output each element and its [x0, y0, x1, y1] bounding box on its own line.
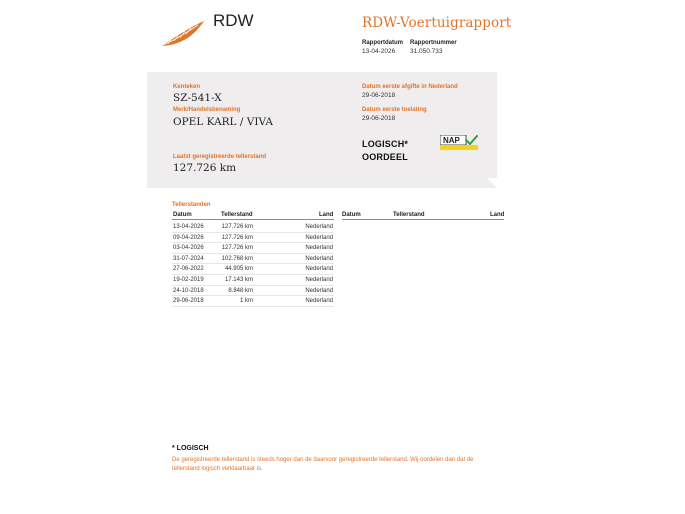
col-header-km: Tellerstand: [221, 212, 253, 218]
table-row: [172, 296, 334, 307]
report-date-label: Rapportdatum: [362, 40, 403, 46]
row-country: Nederland: [305, 298, 333, 305]
table-row: [172, 286, 334, 297]
col-header-country-2: Land: [490, 212, 505, 218]
verdict-label: OORDEEL: [362, 152, 408, 162]
row-km: 127.726 km: [221, 224, 253, 230]
nap-check-icon: [440, 135, 478, 150]
report-number-value: 31.050.733: [410, 48, 443, 55]
row-country: Nederland: [305, 224, 333, 230]
panel-corner-decoration: [147, 178, 157, 188]
rdw-logo-icon: [158, 20, 206, 48]
row-country: Nederland: [305, 287, 333, 294]
row-km: 127.726 km: [221, 234, 253, 241]
row-km: 17.143 km: [224, 277, 253, 283]
row-date: 13-04-2026: [173, 224, 204, 230]
row-km: 102.768 km: [221, 255, 253, 262]
header-rule-right: [342, 219, 504, 220]
row-date: 24-10-2018: [173, 287, 204, 294]
col-header-country: Land: [319, 212, 334, 218]
first-admission-value: 29-06-2018: [362, 92, 396, 99]
plate-value: SZ-541-X: [173, 92, 222, 104]
table-row: [172, 275, 334, 286]
row-km: 1 km: [239, 298, 253, 305]
verdict-status: LOGISCH*: [362, 139, 409, 149]
row-date: 03-04-2026: [173, 245, 204, 252]
col-header-date-2: Datum: [342, 212, 361, 218]
first-registration-value: 29-06-2018: [362, 115, 396, 122]
row-country: Nederland: [305, 234, 333, 241]
row-date: 31-07-2024: [173, 255, 204, 262]
footnote-title: * LOGISCH: [172, 445, 209, 452]
row-date: 27-06-2022: [173, 266, 204, 273]
make-label: Merk/Handelsbenaming: [173, 107, 241, 113]
table-row: [172, 222, 334, 233]
row-km: 8.848 km: [228, 287, 253, 294]
row-date: 29-06-2018: [173, 298, 204, 305]
row-date: 09-04-2026: [173, 234, 204, 241]
row-country: Nederland: [305, 255, 333, 262]
col-header-km-2: Tellerstand: [393, 212, 425, 218]
row-country: Nederland: [305, 266, 333, 273]
make-value: OPEL KARL / VIVA: [173, 116, 273, 128]
row-date: 19-02-2019: [173, 277, 204, 283]
row-km: 127.726 km: [221, 245, 253, 252]
first-registration-label: Datum eerste toelating: [362, 107, 427, 113]
table-row: [172, 254, 334, 265]
row-country: Nederland: [305, 245, 333, 252]
footnote-text: De geregistreerde tellerstand is steeds hoger dan de daarvoor geregistreerde tellerstand. Wij oordelen dan dat de tellerstand logisch verklaarbaar is.: [172, 457, 474, 473]
odometer-label: Laatst geregistreerde tellerstand: [173, 154, 267, 160]
odometer-value: 127.726 km: [173, 162, 237, 174]
report-number-label: Rapportnummer: [410, 40, 457, 46]
report-title: RDW-Voertuigrapport: [362, 15, 512, 31]
table-row: [172, 233, 334, 244]
report-date-value: 13-04-2026: [362, 48, 396, 55]
first-admission-label: Datum eerste afgifte in Nederland: [362, 84, 458, 90]
row-country: Nederland: [305, 277, 333, 283]
header-rule-left: [172, 219, 334, 220]
table-row: [172, 264, 334, 275]
readings-title: Tellerstanden: [172, 202, 211, 208]
brand-name: RDW: [213, 11, 254, 30]
nap-logo-text: NAP: [443, 136, 460, 146]
col-header-date: Datum: [173, 212, 192, 218]
plate-label: Kenteken: [173, 84, 201, 90]
table-row: [172, 243, 334, 254]
row-km: 44.905 km: [224, 266, 253, 273]
